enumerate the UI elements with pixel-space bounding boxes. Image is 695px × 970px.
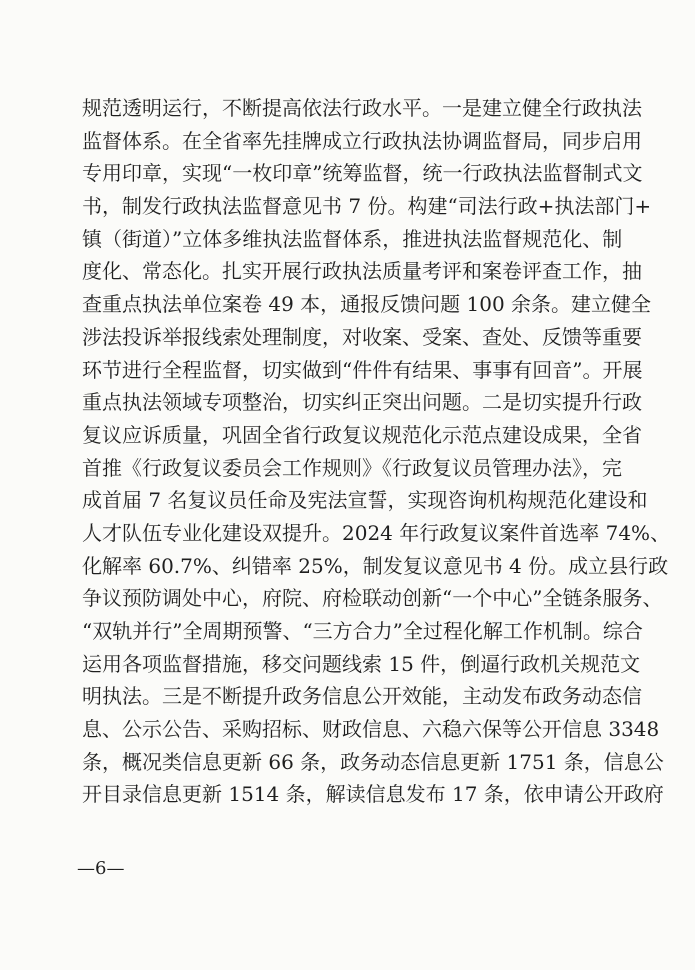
text-line-2: 监督体系。在全省率先挂牌成立行政执法协调监督局，同步启用 <box>82 128 642 153</box>
body-text <box>82 92 671 811</box>
text-line-6: 度化、常态化。扎实开展行政执法质量考评和案卷评查工作，抽 <box>82 259 642 284</box>
text-line-14: 人才队伍专业化建设双提升。2024 年行政复议案件首选率 74%、 <box>82 520 671 545</box>
text-line-1: 规范透明运行，不断提高依法行政水平。一是建立健全行政执法 <box>82 96 642 120</box>
text-line-11: 复议应诉质量，巩固全省行政复议规范化示范点建设成果，全省 <box>82 422 642 447</box>
text-line-16: 争议预防调处中心，府院、府检联动创新“一个中心”全链条服务、 <box>82 586 663 611</box>
text-line-19: 明执法。三是不断提升政务信息公开效能，主动发布政务动态信 <box>82 684 642 709</box>
text-line-21: 条，概况类信息更新 66 条，政务动态信息更新 1751 条，信息公 <box>82 749 664 774</box>
text-line-7: 查重点执法单位案卷 49 本，通报反馈问题 100 余条。建立健全 <box>82 292 652 317</box>
text-line-15: 化解率 60.7%、纠错率 25%，制发复议意见书 4 份。成立县行政 <box>82 553 669 578</box>
text-line-4: 书，制发行政执法监督意见书 7 份。构建“司法行政+执法部门+ <box>82 194 652 219</box>
page-number: —6— <box>77 858 125 879</box>
text-line-12: 首推《行政复议委员会工作规则》《行政复议员管理办法》，完 <box>82 455 622 480</box>
text-line-20: 息、公示公告、采购招标、财政信息、六稳六保等公开信息 3348 <box>82 717 660 742</box>
text-line-9: 环节进行全程监督，切实做到“件件有结果、事事有回音”。开展 <box>82 357 643 382</box>
text-line-18: 运用各项监督措施，移交问题线索 15 件，倒逼行政机关规范文 <box>82 651 641 676</box>
text-line-22: 开目录信息更新 1514 条，解读信息发布 17 条，依申请公开政府 <box>82 782 664 807</box>
text-line-17: “双轨并行”全周期预警、“三方合力”全过程化解工作机制。综合 <box>82 619 643 643</box>
text-line-5: 镇（街道）”立体多维执法监督体系，推进执法监督规范化、制 <box>82 226 623 251</box>
text-line-10: 重点执法领域专项整治，切实纠正突出问题。二是切实提升行政 <box>82 390 642 415</box>
text-line-8: 涉法投诉举报线索处理制度，对收案、受案、查处、反馈等重要 <box>82 324 642 349</box>
text-line-3: 专用印章，实现“一枚印章”统筹监督，统一行政执法监督制式文 <box>82 161 643 186</box>
text-line-13: 成首届 7 名复议员任命及宪法宣誓，实现咨询机构规范化建设和 <box>82 488 648 513</box>
